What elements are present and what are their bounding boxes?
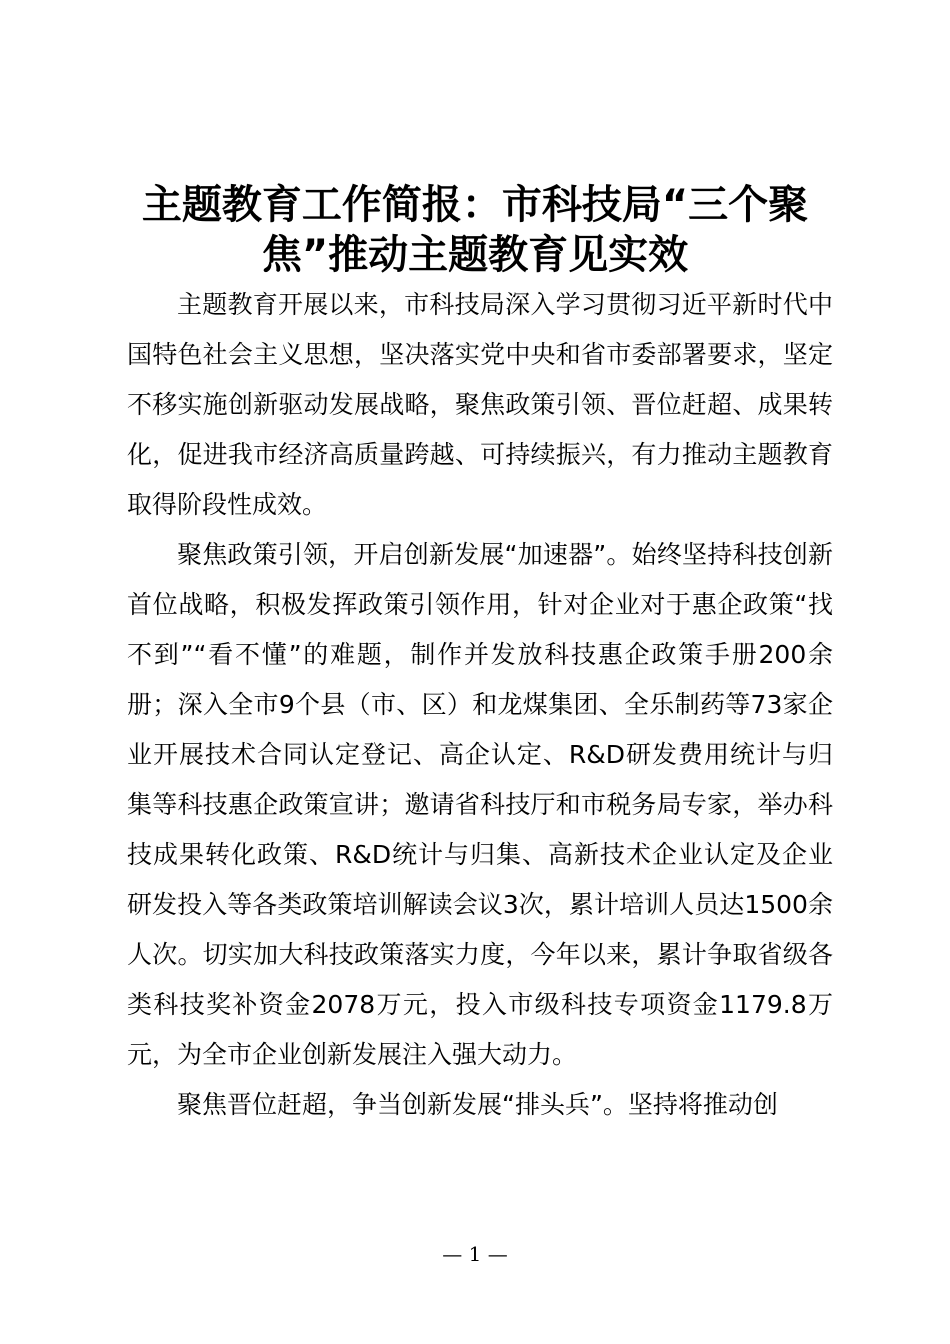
title-line-2: 焦”推动主题教育见实效 — [261, 232, 689, 278]
document-title — [118, 180, 832, 280]
paragraph-intro: 主题教育开展以来，市科技局深入学习贯彻习近平新时代中国特色社会主义思想，坚决落实党中央和省市委部署要求，坚定不移实施创新驱动发展战略，聚焦政策引领、晋位赶超、成果转化，促进我市经济高质量跨越、可持续振兴，有力推动主题教育取得阶段性成效。 — [127, 290, 833, 519]
paragraph-policy-guidance: 聚焦政策引领，开启创新发展“加速器”。始终坚持科技创新首位战略，积极发挥政策引领作用，针对企业对于惠企政策“找不到”“看不懂”的难题，制作并发放科技惠企政策手册200余册；深入全市9个县（市、区）和龙煤集团、全乐制药等73家企业开展技术合同认定登记、高企认定、R&D研发费用统计与归集等科技惠企政策宣讲；邀请省科技厅和市税务局专家，举办科技成果转化政策、R&D统计与归集、高新技术企业认定及企业研发投入等各类政策培训解读会议3次，累计培训人员达1500余人次。切实加大科技政策落实力度，今年以来，累计争取省级各类科技奖补资金2078万元，投入市级科技专项资金1179.8万元，为全市企业创新发展注入强大动力。 — [127, 540, 833, 1069]
page-number: — 1 — — [442, 1242, 508, 1266]
paragraph-catch-up: 聚焦晋位赶超，争当创新发展“排头兵”。坚持将推动创 — [177, 1090, 778, 1119]
title-line-1: 主题教育工作简报：市科技局“三个聚 — [141, 182, 809, 228]
document-body — [127, 280, 833, 1130]
